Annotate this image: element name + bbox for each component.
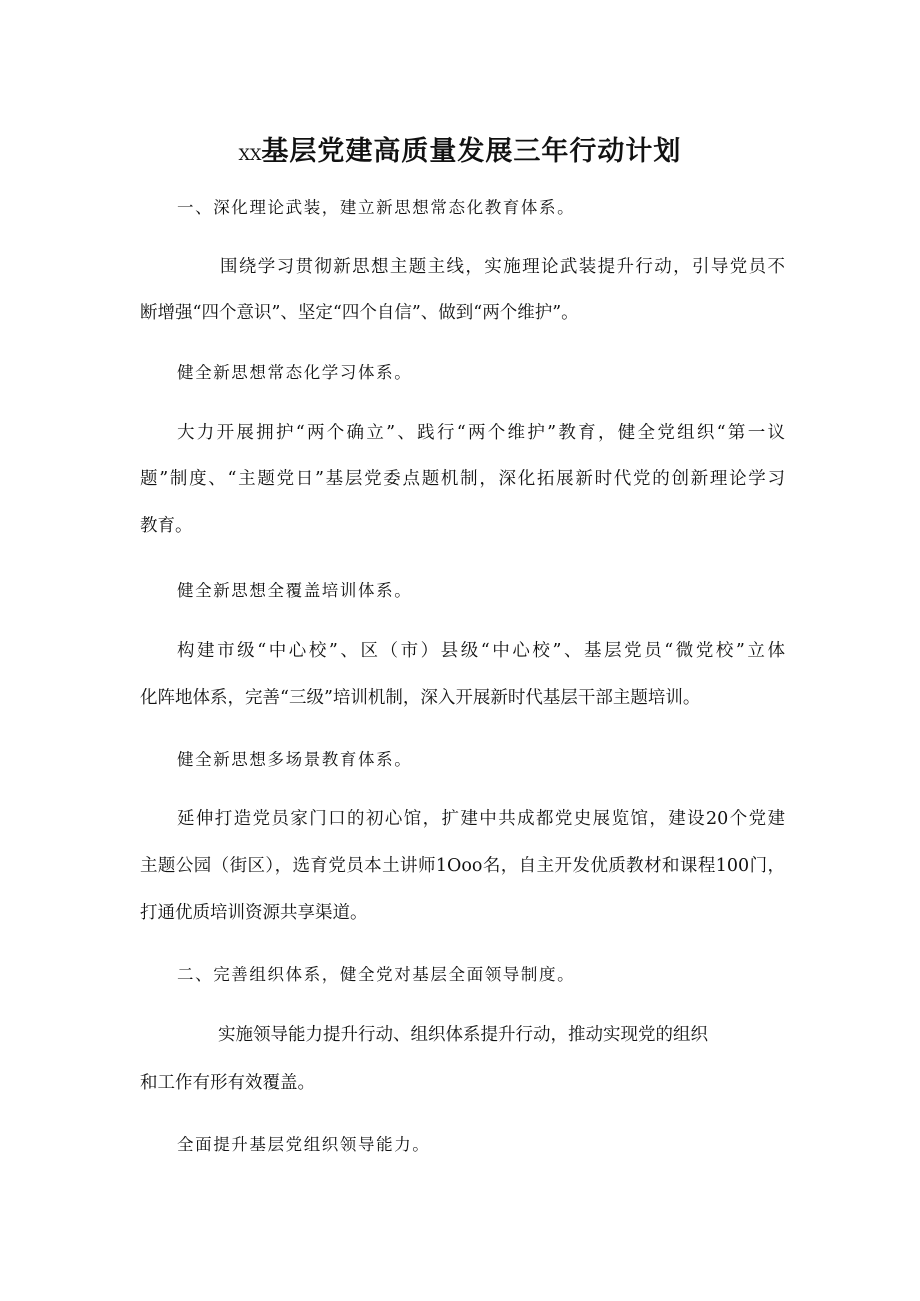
paragraph-line: 延伸打造党员家门口的初心馆，扩建中共成都党史展览馆，建设20个党建 xyxy=(177,809,785,829)
paragraph-line: 和工作有形有效覆盖。 xyxy=(140,1073,315,1093)
paragraph-line: 断增强“四个意识”、坚定“四个自信”、做到“两个维护”。 xyxy=(140,303,579,323)
paragraph-line: 主题公园（街区），选育党员本土讲师1Ooo名，自主开发优质教材和课程100门， xyxy=(140,856,785,876)
section-heading-1: 一、深化理论武装，建立新思想常态化教育体系。 xyxy=(177,198,576,217)
document-title xyxy=(0,132,920,175)
subsection-heading: 全面提升基层党组织领导能力。 xyxy=(177,1135,431,1154)
paragraph-line: 化阵地体系，完善“三级”培训机制，深入开展新时代基层干部主题培训。 xyxy=(140,688,701,708)
paragraph-line: 实施领导能力提升行动、组织体系提升行动，推动实现党的组织 xyxy=(218,1025,708,1045)
subsection-heading: 健全新思想常态化学习体系。 xyxy=(177,363,413,382)
section-heading-2: 二、完善组织体系，健全党对基层全面领导制度。 xyxy=(177,965,576,984)
paragraph-line: 大力开展拥护“两个确立”、践行“两个维护”教育，健全党组织“第一议 xyxy=(177,423,785,443)
subsection-heading: 健全新思想多场景教育体系。 xyxy=(177,750,413,769)
paragraph-line: 打通优质培训资源共享渠道。 xyxy=(140,903,368,923)
paragraph-line: 构建市级“中心校”、区（市）县级“中心校”、基层党员“微党校”立体 xyxy=(177,641,785,661)
title-prefix: XX xyxy=(238,145,262,164)
title-main: 基层党建高质量发展三年行动计划 xyxy=(261,136,682,167)
paragraph-line: 围绕学习贯彻新思想主题主线，实施理论武装提升行动，引导党员不 xyxy=(220,257,785,277)
paragraph-line: 教育。 xyxy=(140,516,193,536)
paragraph-line: 题”制度、“主题党日”基层党委点题机制，深化拓展新时代党的创新理论学习 xyxy=(140,469,785,489)
subsection-heading: 健全新思想全覆盖培训体系。 xyxy=(177,581,413,600)
